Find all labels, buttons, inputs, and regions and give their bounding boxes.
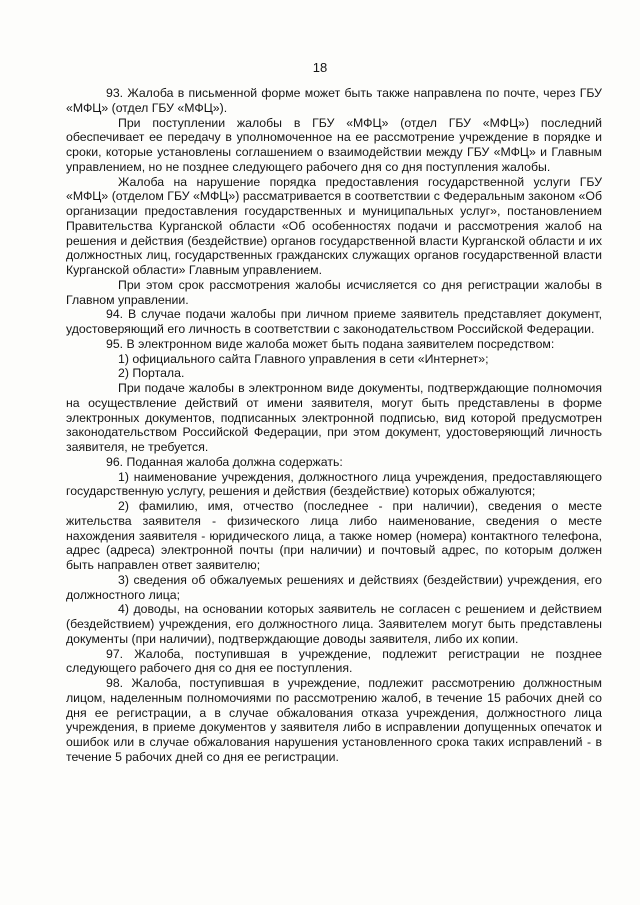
paragraph: 2) Портала. bbox=[118, 366, 185, 381]
paragraph: 93. Жалоба в письменной форме может быть также направлена по почте, через ГБУ «МФЦ» (отдел ГБУ «МФЦ»). bbox=[66, 86, 602, 115]
paragraph: 94. В случае подачи жалобы при личном приеме заявитель представляет документ, удостоверяющий его личность в соответствии с законодательством Российской Федерации. bbox=[66, 307, 602, 336]
paragraph: При этом срок рассмотрения жалобы исчисляется со дня регистрации жалобы в Главном управлении. bbox=[66, 277, 602, 307]
paragraph: 3) сведения об обжалуемых решениях и действиях (бездействии) учреждения, его должностного лица; bbox=[66, 572, 602, 602]
paragraph: 95. В электронном виде жалоба может быть подана заявителем посредством: bbox=[106, 336, 555, 351]
paragraph: При поступлении жалобы в ГБУ «МФЦ» (отдел ГБУ «МФЦ») последний обеспечивает ее передачу в уполномоченное на ее рассмотрение учреждение в порядке и сроки, которые установлены соглашением о взаимодействии между ГБУ «МФЦ» и Главным управлением, но не позднее следующего рабочего дня со дня поступления жалобы. bbox=[66, 115, 602, 174]
paragraph: 4) доводы, на основании которых заявитель не согласен с решением и действием (бездействием) учреждения, его должностного лица. Заявителем могут быть представлены документы (при наличии), подтверждающие доводы заявителя, либо их копии. bbox=[66, 602, 602, 646]
paragraph: 2) фамилию, имя, отчество (последнее - при наличии), сведения о месте жительства заявителя - физического лица либо наименование, сведения о месте нахождения заявителя - юридического лица, а также номер (номера) контактного телефона, адрес (адреса) электронной почты (при наличии) и почтовый адрес, по которым должен быть направлен ответ заявителю; bbox=[66, 499, 602, 572]
paragraph: 1) официального сайта Главного управления в сети «Интернет»; bbox=[118, 351, 489, 366]
paragraph: Жалоба на нарушение порядка предоставления государственной услуги ГБУ «МФЦ» (отделом ГБУ «МФЦ») рассматривается в соответствии с Федеральным законом «Об организации предоставления государственных и муниципальных услуг», постановлением Правительства Курганской области «Об особенностях подачи и рассмотрения жалоб на решения и действия (бездействие) органов государственной власти Курганской области и их должностных лиц, государственных гражданских служащих органов государственной власти Курганской области» Главным управлением. bbox=[66, 174, 602, 277]
paragraph: 97. Жалоба, поступившая в учреждение, подлежит регистрации не позднее следующего рабочего дня со дня ее поступления. bbox=[66, 646, 602, 676]
paragraph: 98. Жалоба, поступившая в учреждение, подлежит рассмотрению должностным лицом, наделенным полномочиями по рассмотрению жалоб, в течение 15 рабочих дней со дня ее регистрации, а в случае обжалования отказа учреждения, должностного лица учреждения, в приеме документов у заявителя либо в исправлении допущенных опечаток и ошибок или в случае обжалования нарушения установленного срока таких исправлений - в течение 5 рабочих дней со дня ее регистрации. bbox=[66, 676, 602, 764]
paragraph: 1) наименование учреждения, должностного лица учреждения, предоставляющего государственную услугу, решения и действия (бездействие) которых обжалуются; bbox=[66, 469, 602, 499]
paragraph: При подаче жалобы в электронном виде документы, подтверждающие полномочия на осуществление действий от имени заявителя, могут быть представлены в форме электронных документов, подписанных электронной подписью, вид которой предусмотрен законодательством Российской Федерации, при этом документ, удостоверяющий личность заявителя, не требуется. bbox=[66, 381, 602, 454]
document-body bbox=[66, 86, 602, 765]
page-number: 18 bbox=[312, 60, 328, 75]
paragraph: 96. Поданная жалоба должна содержать: bbox=[106, 454, 343, 469]
